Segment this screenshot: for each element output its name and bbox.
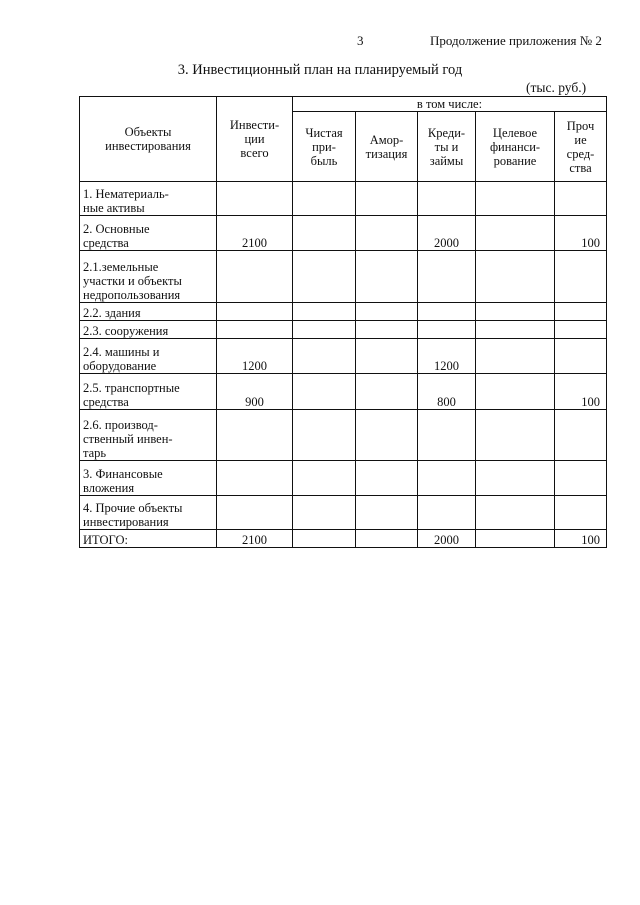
cell-credits: 2000 (418, 530, 476, 548)
cell-amortization (356, 496, 418, 530)
header-amortization: Амор- тизация (356, 112, 418, 182)
table-row (80, 321, 607, 339)
cell-other (555, 251, 607, 303)
page-number: 3 (357, 33, 364, 48)
cell-total: 2100 (217, 530, 293, 548)
header-investments-total: Инвести- ции всего (217, 97, 293, 182)
cell-other: 100 (555, 216, 607, 251)
cell-credits: 2000 (418, 216, 476, 251)
header-row-top (80, 97, 607, 112)
cell-target (476, 410, 555, 461)
cell-credits (418, 182, 476, 216)
appendix-continuation-label: Продолжение приложения № 2 (430, 33, 602, 48)
row-object: 3. Финансовые вложения (80, 461, 217, 496)
row-object: 2.2. здания (80, 303, 217, 321)
cell-net-profit (293, 216, 356, 251)
row-object: 1. Нематериаль- ные активы (80, 182, 217, 216)
cell-total (217, 321, 293, 339)
cell-total (217, 182, 293, 216)
table-row (80, 216, 607, 251)
row-object: ИТОГО: (80, 530, 217, 548)
cell-net-profit (293, 374, 356, 410)
table-row (80, 496, 607, 530)
table-row (80, 374, 607, 410)
cell-target (476, 182, 555, 216)
cell-total: 1200 (217, 339, 293, 374)
cell-other (555, 182, 607, 216)
table-row (80, 339, 607, 374)
header-other-sources: Проч ие сред- ства (555, 112, 607, 182)
investment-plan-table (79, 96, 607, 548)
cell-other (555, 303, 607, 321)
cell-amortization (356, 251, 418, 303)
cell-total: 900 (217, 374, 293, 410)
cell-target (476, 496, 555, 530)
cell-net-profit (293, 410, 356, 461)
cell-net-profit (293, 339, 356, 374)
cell-amortization (356, 374, 418, 410)
cell-net-profit (293, 182, 356, 216)
cell-net-profit (293, 321, 356, 339)
table-row (80, 182, 607, 216)
cell-net-profit (293, 530, 356, 548)
cell-net-profit (293, 496, 356, 530)
cell-credits (418, 496, 476, 530)
cell-total (217, 303, 293, 321)
cell-amortization (356, 321, 418, 339)
cell-target (476, 374, 555, 410)
header-including-group: в том числе: (293, 97, 607, 112)
row-object: 2. Основные средства (80, 216, 217, 251)
header-credits: Креди- ты и займы (418, 112, 476, 182)
cell-total (217, 251, 293, 303)
cell-amortization (356, 339, 418, 374)
header-net-profit: Чистая при- быль (293, 112, 356, 182)
row-object: 2.3. сооружения (80, 321, 217, 339)
cell-target (476, 303, 555, 321)
row-object: 2.4. машины и оборудование (80, 339, 217, 374)
cell-other (555, 496, 607, 530)
table-row (80, 251, 607, 303)
cell-credits: 800 (418, 374, 476, 410)
table-row (80, 303, 607, 321)
header-target-financing: Целевое финанси- рование (476, 112, 555, 182)
cell-other: 100 (555, 530, 607, 548)
cell-credits: 1200 (418, 339, 476, 374)
table-row-total (80, 530, 607, 548)
cell-amortization (356, 461, 418, 496)
cell-amortization (356, 530, 418, 548)
cell-other (555, 410, 607, 461)
cell-net-profit (293, 251, 356, 303)
cell-credits (418, 410, 476, 461)
cell-target (476, 461, 555, 496)
cell-other (555, 339, 607, 374)
cell-other (555, 321, 607, 339)
cell-credits (418, 321, 476, 339)
cell-net-profit (293, 303, 356, 321)
document-title: 3. Инвестиционный план на планируемый год (177, 62, 463, 78)
header-objects: Объекты инвестирования (80, 97, 217, 182)
cell-net-profit (293, 461, 356, 496)
cell-other (555, 461, 607, 496)
cell-amortization (356, 410, 418, 461)
cell-credits (418, 251, 476, 303)
cell-target (476, 251, 555, 303)
cell-target (476, 216, 555, 251)
row-object: 2.1.земельные участки и объекты недропользования (80, 251, 217, 303)
cell-total (217, 496, 293, 530)
units-label: (тыс. руб.) (526, 80, 587, 95)
cell-credits (418, 461, 476, 496)
row-object: 4. Прочие объекты инвестирования (80, 496, 217, 530)
row-object: 2.5. транспортные средства (80, 374, 217, 410)
cell-target (476, 339, 555, 374)
cell-target (476, 530, 555, 548)
cell-total: 2100 (217, 216, 293, 251)
cell-amortization (356, 182, 418, 216)
table-row (80, 461, 607, 496)
cell-amortization (356, 303, 418, 321)
cell-total (217, 410, 293, 461)
table-row (80, 410, 607, 461)
cell-credits (418, 303, 476, 321)
cell-total (217, 461, 293, 496)
cell-target (476, 321, 555, 339)
cell-other: 100 (555, 374, 607, 410)
row-object: 2.6. производ- ственный инвен- тарь (80, 410, 217, 461)
cell-amortization (356, 216, 418, 251)
